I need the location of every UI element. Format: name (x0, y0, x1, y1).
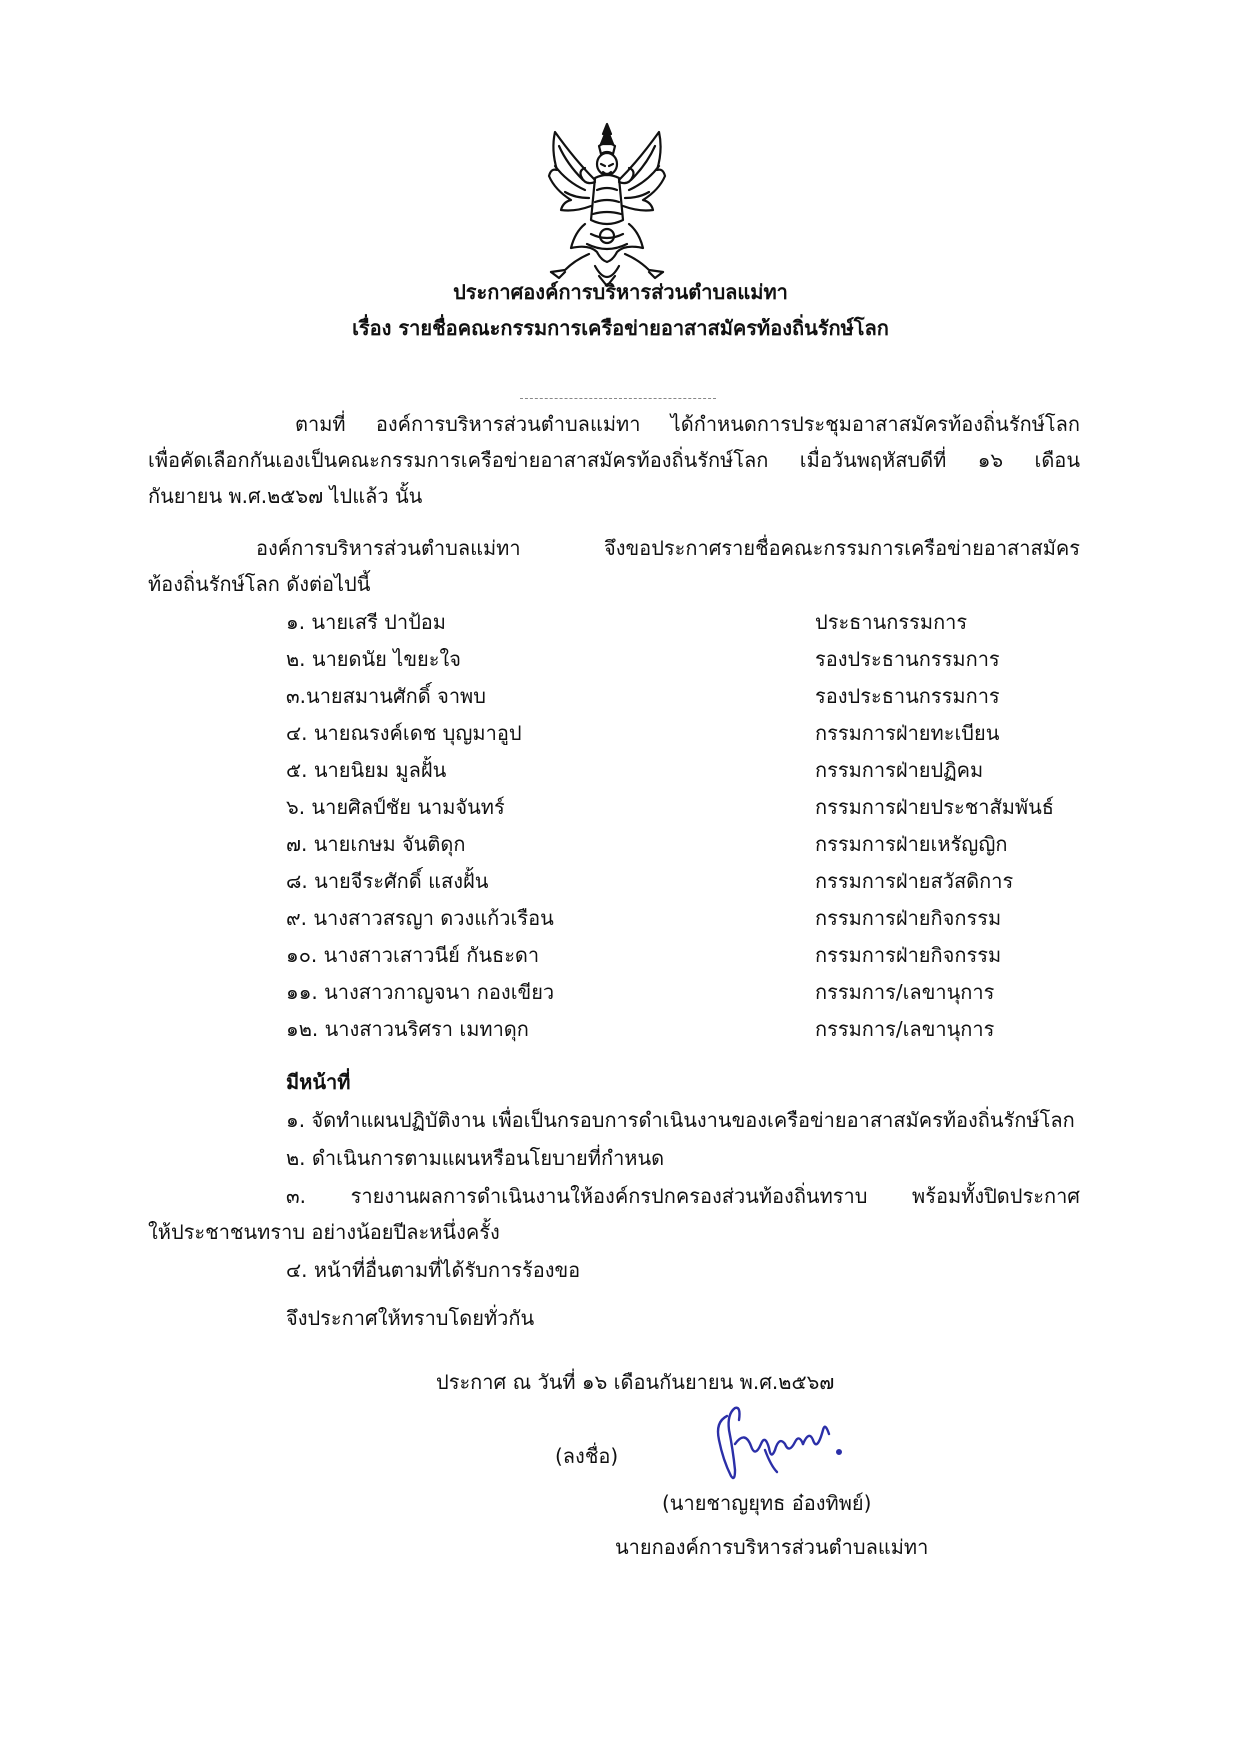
member-name: ๗. นายเกษม จันติดุก (286, 832, 466, 856)
document-subject: เรื่อง รายชื่อคณะกรรมการเครือข่ายอาสาสมัครท้องถิ่นรักษ์โลก (352, 316, 889, 340)
header-divider (520, 398, 716, 399)
member-role: กรรมการฝ่ายทะเบียน (815, 721, 1000, 745)
member-role: รองประธานกรรมการ (815, 647, 1000, 671)
member-role: รองประธานกรรมการ (815, 684, 1000, 708)
duty-3-line-2: ให้ประชาชนทราบ อย่างน้อยปีละหนึ่งครั้ง (148, 1220, 500, 1244)
member-role: ประธานกรรมการ (815, 610, 968, 634)
member-role: กรรมการฝ่ายสวัสดิการ (815, 869, 1014, 893)
intro-line-3: กันยายน พ.ศ.๒๕๖๗ ไปแล้ว นั้น (148, 484, 423, 508)
signature-mark (705, 1400, 855, 1488)
sign-label: (ลงชื่อ) (555, 1444, 619, 1468)
member-role: กรรมการ/เลขานุการ (815, 1017, 995, 1041)
member-name: ๒. นายดนัย ไขยะใจ (286, 647, 461, 671)
document-title: ประกาศองค์การบริหารส่วนตำบลแม่ทา (453, 280, 788, 304)
member-name: ๖. นายศิลป์ชัย นามจันทร์ (286, 795, 505, 819)
duty-2: ๒. ดำเนินการตามแผนหรือนโยบายที่กำหนด (286, 1146, 665, 1170)
duty-1: ๑. จัดทำแผนปฏิบัติงาน เพื่อเป็นกรอบการดำเนินงานของเครือข่ายอาสาสมัครท้องถิ่นรักษ์โลก (286, 1108, 1075, 1132)
member-name: ๑๒. นางสาวนริศรา เมทาดุก (286, 1017, 529, 1041)
member-role: กรรมการฝ่ายกิจกรรม (815, 943, 1002, 967)
signer-name: (นายชาญยุทธ อ๋องทิพย์) (662, 1491, 872, 1515)
intro-line-2: เพื่อคัดเลือกกันเองเป็นคณะกรรมการเครือข่ายอาสาสมัครท้องถิ่นรักษ์โลก เมื่อวันพฤหัสบดีที่ ๑๖ เดือน (148, 448, 1080, 472)
member-name: ๘. นายจีระศักดิ์ แสงฝั้น (286, 869, 489, 893)
member-role: กรรมการฝ่ายประชาสัมพันธ์ (815, 795, 1054, 819)
member-name: ๙. นางสาวสรญา ดวงแก้วเรือน (286, 906, 554, 930)
garuda-emblem-icon (545, 120, 670, 290)
duty-3-line-1: ๓. รายงานผลการดำเนินงานให้องค์กรปกครองส่วนท้องถิ่นทราบ พร้อมทั้งปิดประกาศ (286, 1184, 1080, 1208)
member-role: กรรมการฝ่ายกิจกรรม (815, 906, 1002, 930)
intro-line-1: ตามที่ องค์การบริหารส่วนตำบลแม่ทา ได้กำหนดการประชุมอาสาสมัครท้องถิ่นรักษ์โลก (295, 412, 1080, 436)
duties-heading: มีหน้าที่ (286, 1070, 351, 1094)
duty-4: ๔. หน้าที่อื่นตามที่ได้รับการร้องขอ (286, 1258, 581, 1282)
signer-position: นายกองค์การบริหารส่วนตำบลแม่ทา (615, 1535, 929, 1559)
member-name: ๑๑. นางสาวกาญจนา กองเขียว (286, 980, 555, 1004)
member-name: ๓.นายสมานศักดิ์ จาพบ (286, 684, 486, 708)
intro-line-4: องค์การบริหารส่วนตำบลแม่ทา จึงขอประกาศรายชื่อคณะกรรมการเครือข่ายอาสาสมัคร (256, 536, 1080, 560)
closing-statement: จึงประกาศให้ทราบโดยทั่วกัน (286, 1306, 535, 1330)
member-name: ๑๐. นางสาวเสาวนีย์ กันธะดา (286, 943, 540, 967)
member-role: กรรมการ/เลขานุการ (815, 980, 995, 1004)
member-name: ๕. นายนิยม มูลฝั้น (286, 758, 447, 782)
member-role: กรรมการฝ่ายเหรัญญิก (815, 832, 1008, 856)
announcement-date: ประกาศ ณ วันที่ ๑๖ เดือนกันยายน พ.ศ.๒๕๖๗ (436, 1370, 835, 1394)
member-name: ๑. นายเสรี ปาป้อม (286, 610, 446, 634)
member-role: กรรมการฝ่ายปฏิคม (815, 758, 984, 782)
intro-line-5: ท้องถิ่นรักษ์โลก ดังต่อไปนี้ (148, 572, 371, 596)
member-name: ๔. นายณรงค์เดช บุญมาอูป (286, 721, 522, 745)
